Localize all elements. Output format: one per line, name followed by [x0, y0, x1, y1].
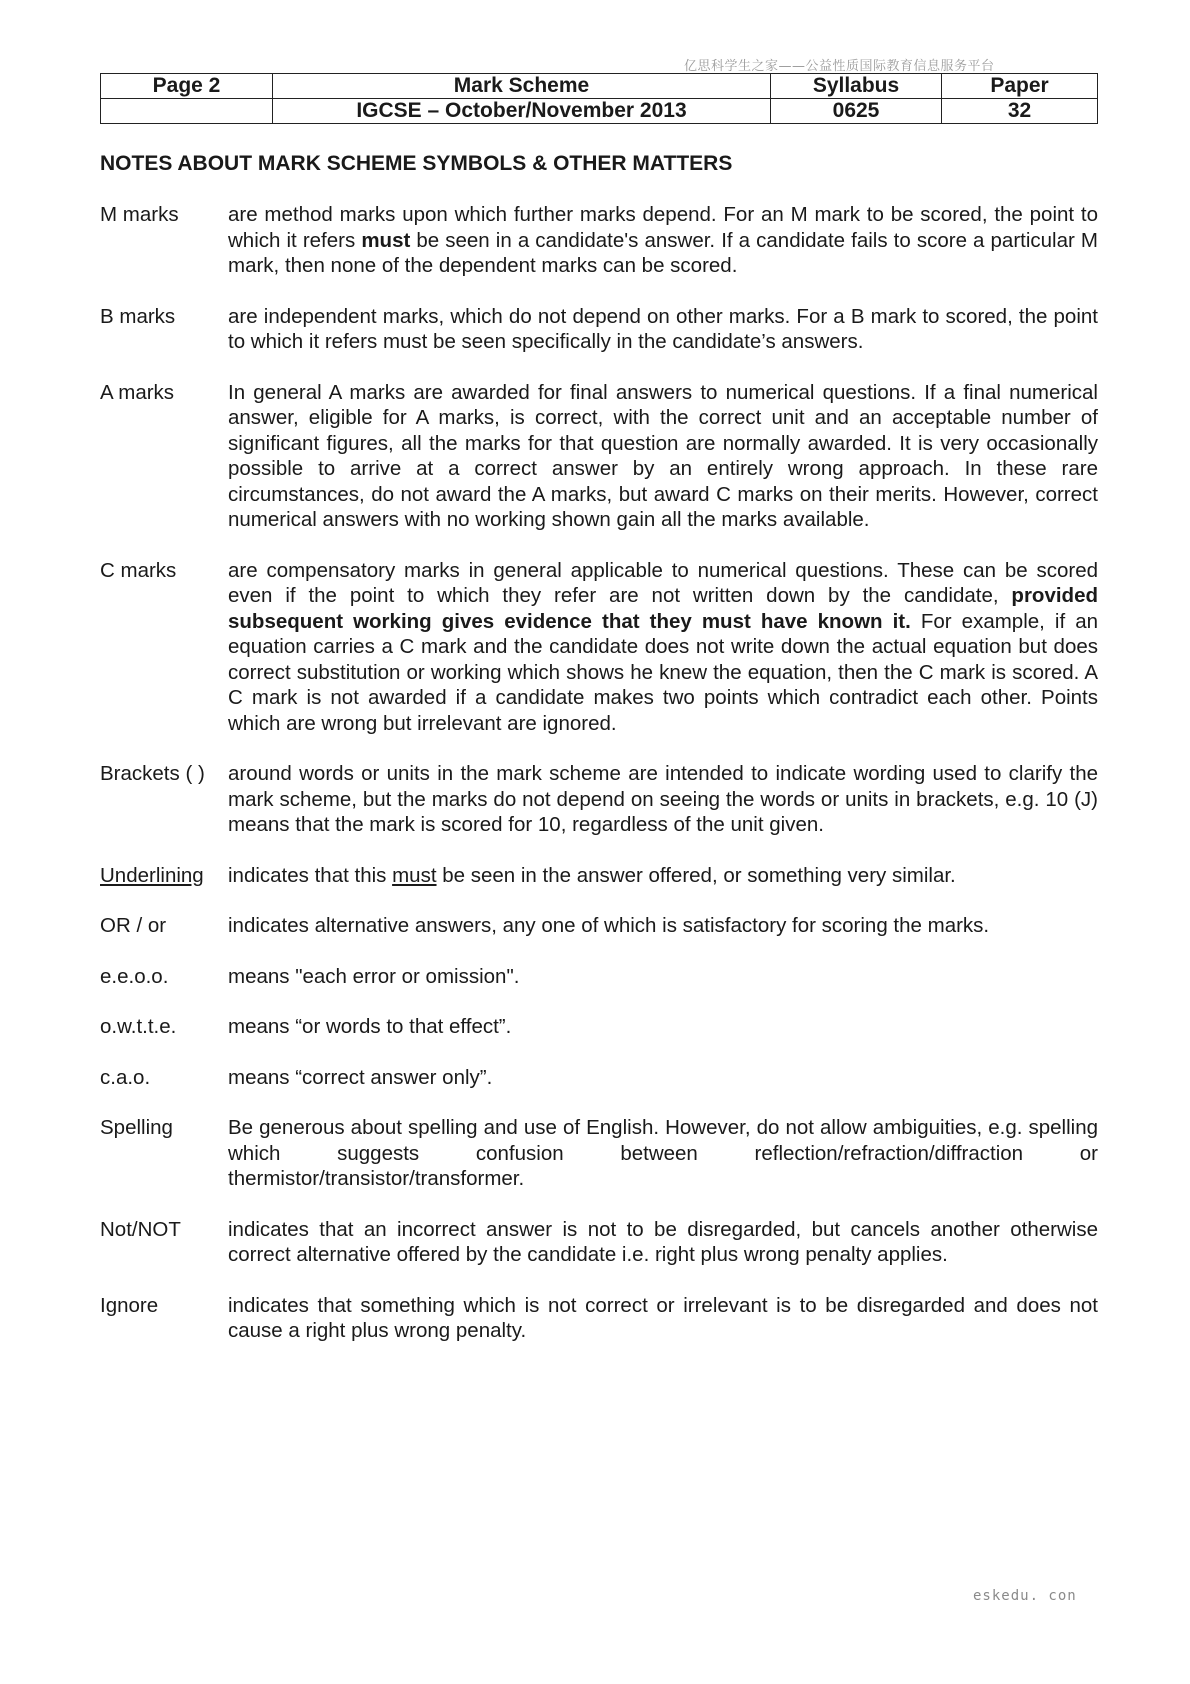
- watermark-top: 亿思科学生之家——公益性质国际教育信息服务平台: [684, 59, 995, 74]
- syllabus-code: 0625: [771, 99, 942, 124]
- note-definition: [228, 863, 1098, 889]
- note-eeoo: [100, 964, 1098, 990]
- paper-number: 32: [942, 99, 1098, 124]
- note-term: A marks: [100, 380, 175, 404]
- note-definition: means “correct answer only”.: [228, 1065, 493, 1089]
- mark-scheme-label: Mark Scheme: [273, 74, 771, 99]
- note-ignore: [100, 1293, 1098, 1344]
- note-term: B marks: [100, 304, 176, 328]
- exam-session: IGCSE – October/November 2013: [273, 99, 771, 124]
- note-cao: [100, 1065, 1098, 1091]
- syllabus-label: Syllabus: [771, 74, 942, 99]
- note-underlining: [100, 863, 1098, 889]
- note-term: Spelling: [100, 1116, 173, 1139]
- note-definition: means “or words to that effect”.: [228, 1015, 512, 1038]
- underlined-must: must: [392, 863, 437, 887]
- note-brackets: [100, 761, 1098, 838]
- note-a-marks: [100, 380, 1098, 533]
- note-definition: indicates alternative answers, any one of which is satisfactory for scoring the marks.: [228, 914, 990, 937]
- notes-list: [100, 202, 1098, 1369]
- note-definition: means "each error or omission".: [228, 964, 520, 988]
- definition-text: are compensatory marks in general applicable to numerical questions. These can be scored even if the point to which they refer are not written down by the candidate,: [228, 558, 1098, 607]
- note-c-marks: [100, 558, 1098, 737]
- note-term: Underlining: [100, 863, 204, 887]
- note-term: o.w.t.t.e.: [100, 1015, 177, 1038]
- note-term: C marks: [100, 558, 177, 582]
- definition-text: indicates that this: [228, 863, 393, 887]
- note-definition: indicates that something which is not correct or irrelevant is to be disregarded and does not cause a right plus wrong penalty.: [228, 1293, 1098, 1342]
- note-definition: In general A marks are awarded for final answers to numerical questions. If a final numerical answer, eligible for A marks, is correct, with the correct unit and an acceptable number of significant figures, all the marks for that question are normally awarded. It is very occasionally possible to arrive at a correct answer by an entirely wrong approach. In these rare circumstances, do not award the A marks, but award C marks on their merits. However, correct numerical answers with no working shown gain all the marks available.: [228, 380, 1098, 531]
- note-definition: [228, 558, 1098, 737]
- note-term: Brackets ( ): [100, 762, 205, 785]
- page-title: NOTES ABOUT MARK SCHEME SYMBOLS & OTHER MATTERS: [100, 152, 733, 175]
- bold-emphasis: provided subsequent working gives evidence that they must have known it.: [228, 584, 1098, 633]
- definition-text: are method marks upon which further marks depend. For an M mark to be scored, the point to which it refers: [228, 203, 1098, 252]
- note-owtte: [100, 1014, 1098, 1040]
- note-definition: around words or units in the mark scheme are intended to indicate wording used to clarify the mark scheme, but the marks do not depend on seeing the words or units in brackets, e.g. 10 (J) means that the mark is scored for 10, regardless of the unit given.: [228, 762, 1098, 836]
- note-m-marks: [100, 202, 1098, 279]
- note-term: OR / or: [100, 914, 167, 937]
- definition-text: For example, if an equation carries a C mark and the candidate does not write down the actual equation but does correct substitution or working which shows he knew the equation, then the C mark is scored. A C mark is not awarded if a candidate makes two points which contradict each other. Points which are wrong but irrelevant are ignored.: [228, 609, 1098, 735]
- definition-text: be seen in the answer offered, or something very similar.: [436, 863, 956, 887]
- note-definition: [228, 202, 1098, 279]
- note-definition: indicates that an incorrect answer is not to be disregarded, but cancels another otherwise correct alternative offered by the candidate i.e. right plus wrong penalty applies.: [228, 1217, 1098, 1266]
- note-term: e.e.o.o.: [100, 964, 169, 988]
- page-number: Page 2: [101, 74, 273, 99]
- bold-must: must: [361, 228, 411, 252]
- watermark-bottom: eskedu. con: [973, 1588, 1077, 1604]
- empty-cell: [101, 99, 273, 124]
- note-or: [100, 913, 1098, 939]
- note-term: Not/NOT: [100, 1217, 181, 1241]
- note-definition: Be generous about spelling and use of English. However, do not allow ambiguities, e.g. spelling which suggests confusion between reflection/refraction/diffraction or thermistor/transistor/transformer.: [228, 1116, 1098, 1190]
- note-spelling: [100, 1115, 1098, 1192]
- note-definition: are independent marks, which do not depend on other marks. For a B mark to scored, the point to which it refers must be seen specifically in the candidate’s answers.: [228, 304, 1098, 353]
- note-b-marks: [100, 304, 1098, 355]
- definition-text: be seen in a candidate's answer. If a candidate fails to score a particular M mark, then none of the dependent marks can be scored.: [228, 228, 1099, 277]
- note-not: [100, 1217, 1098, 1268]
- note-term: M marks: [100, 203, 179, 226]
- note-term: c.a.o.: [100, 1065, 151, 1089]
- paper-label: Paper: [942, 74, 1098, 99]
- note-term: Ignore: [100, 1293, 159, 1317]
- header-table: [100, 73, 1098, 124]
